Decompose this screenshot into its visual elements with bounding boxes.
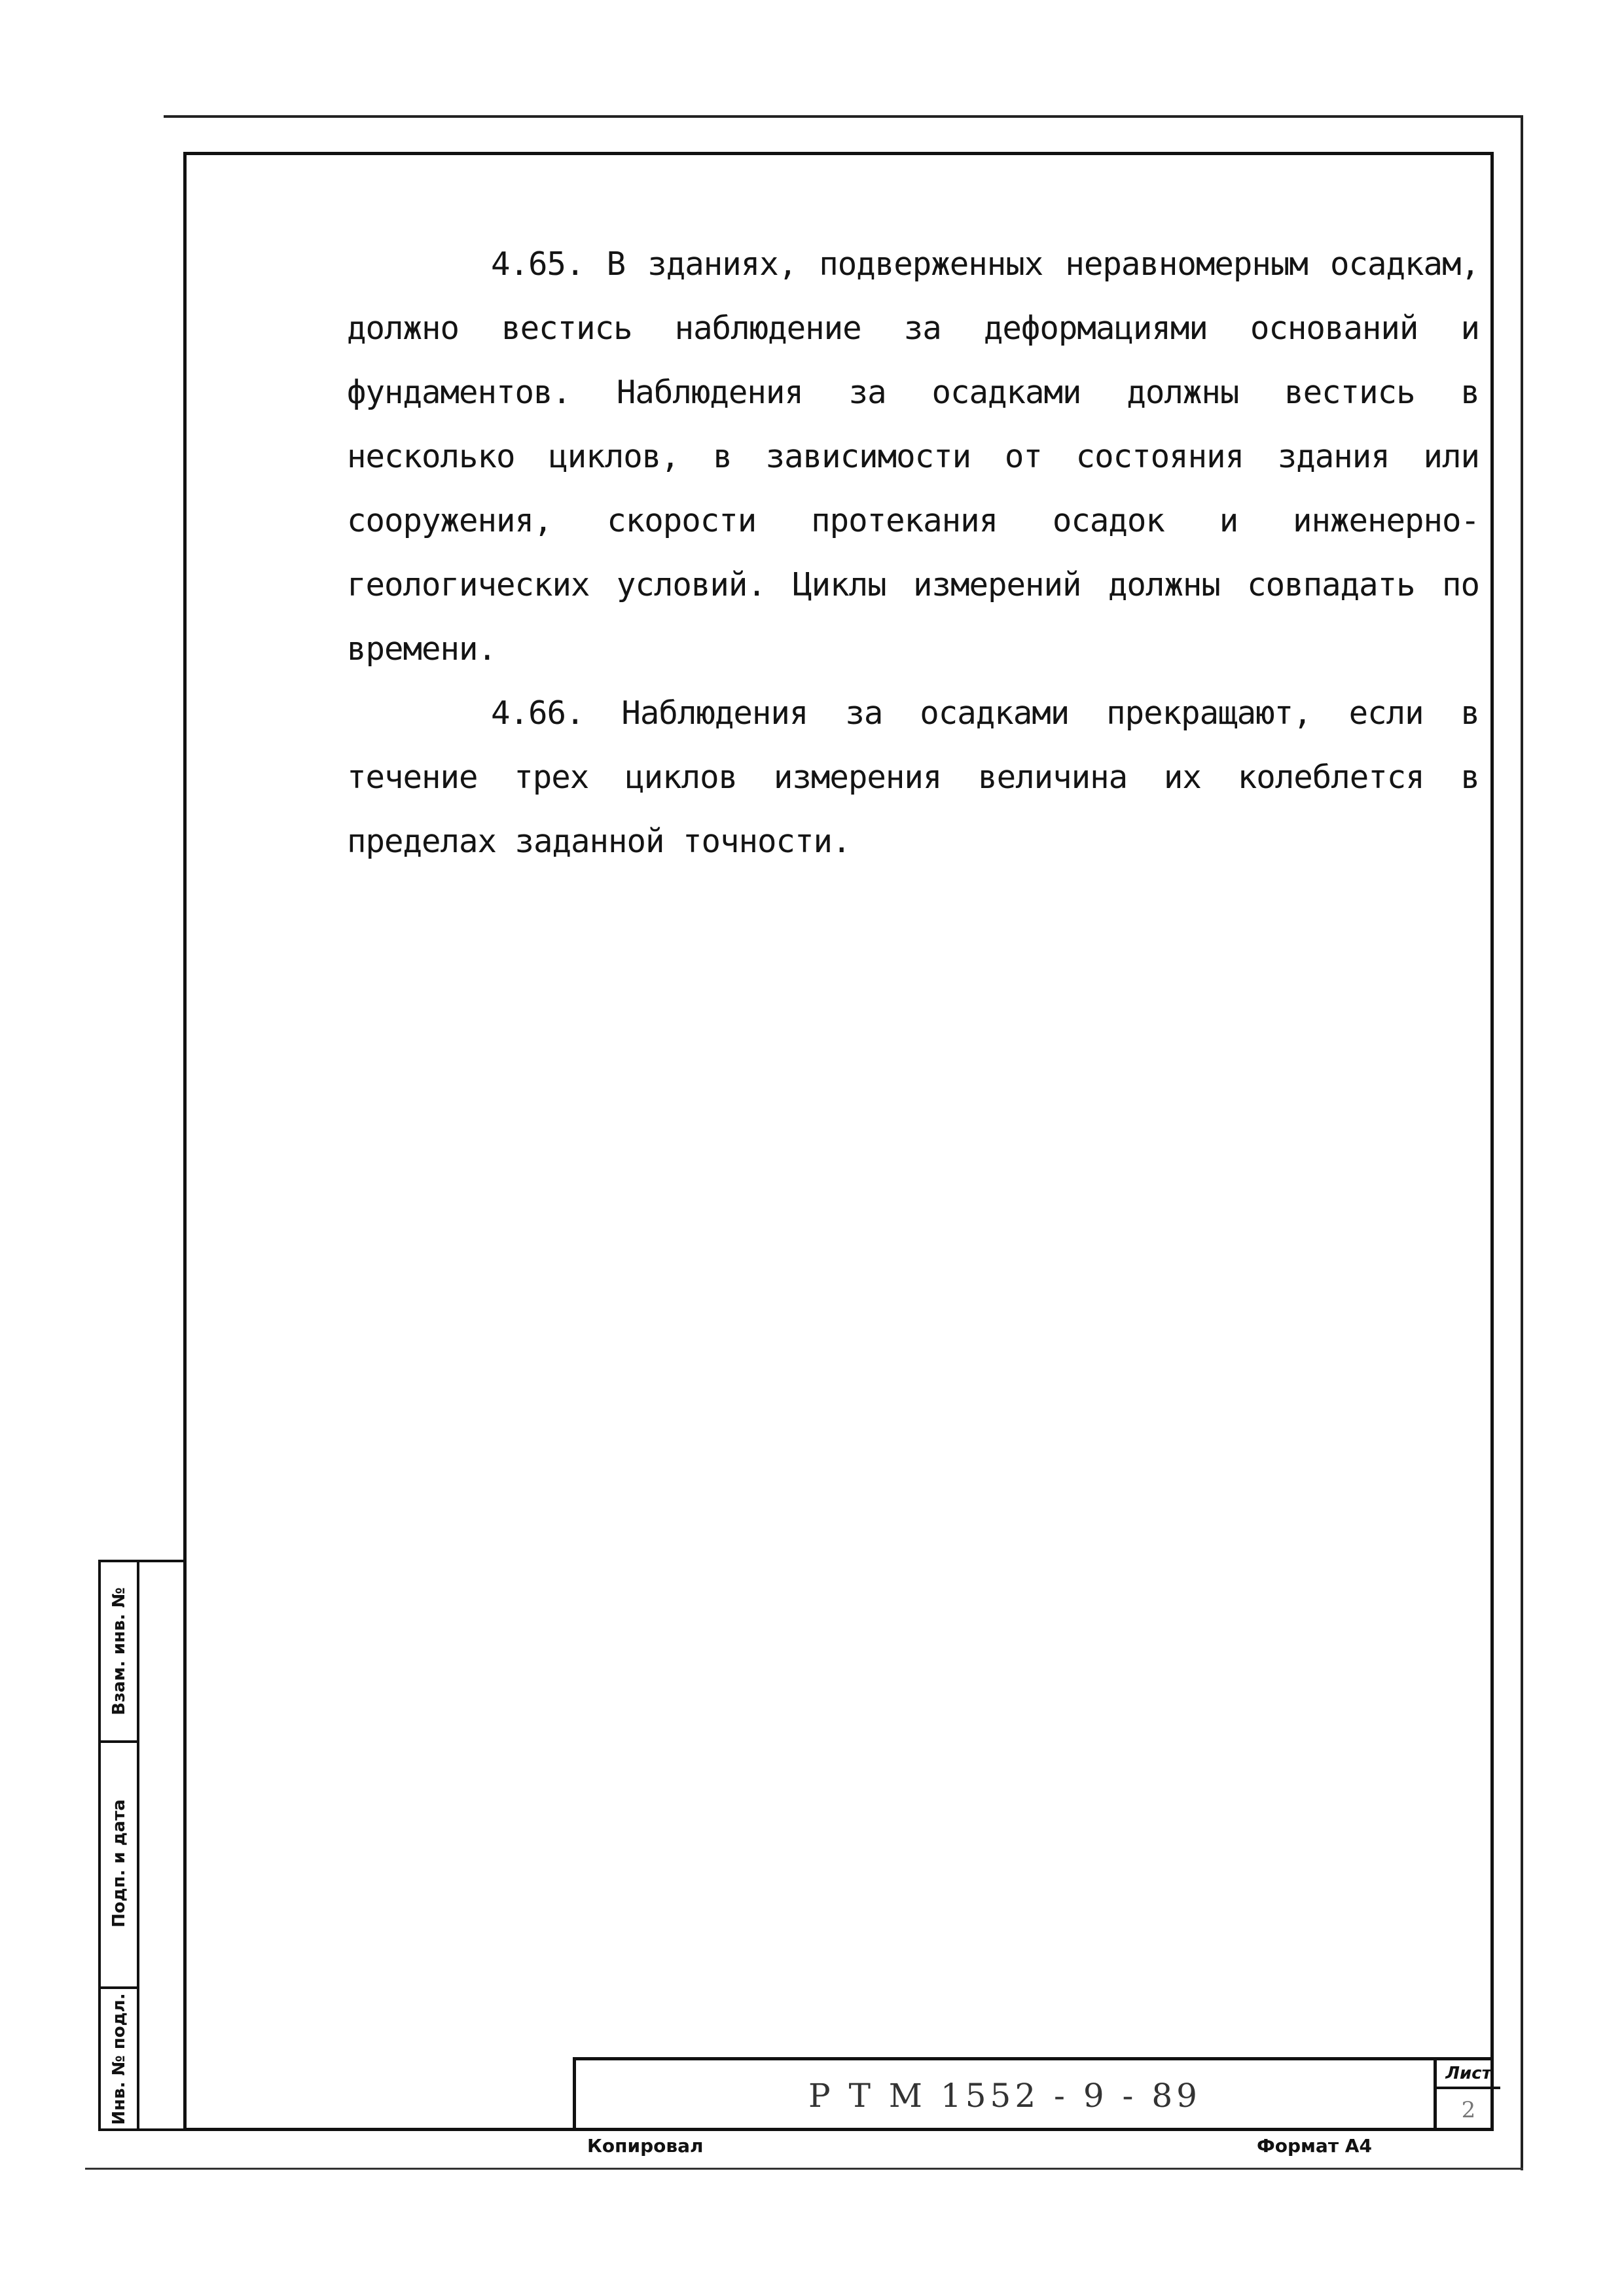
- document-code: Р Т М 1552 - 9 - 89: [808, 2077, 1201, 2115]
- stamp-cell-replacement-inv: [101, 1562, 137, 1743]
- page-bottom-rule: [85, 2168, 1523, 2170]
- stamp-cell-signature-date: [101, 1740, 137, 1989]
- page-right-rule: [1521, 115, 1523, 2170]
- page-top-rule: [164, 115, 1523, 118]
- paragraph-4-65: 4.65. В зданиях, подверженных неравномерным осадкам, должно вестись наблюдение за деформациями оснований и фундаментов. Наблюдения за осадками должны вестись в несколько циклов, в зависимости от состояния здания или сооружения, скорости протекания осадок и инженерно-геологических условий. Циклы измерений должны совпадать по времени.: [347, 245, 1479, 668]
- side-stamp-column: [98, 1560, 185, 2131]
- stamp-label-replacement-inv: Взам. инв. №: [109, 1587, 129, 1715]
- stamp-cell-original-inv: [101, 1986, 137, 2131]
- stamp-label-original-inv: Инв. № подл.: [109, 1992, 129, 2125]
- document-body: [347, 232, 1479, 874]
- stamp-divider: [137, 1562, 139, 2128]
- sheet-cell: [1434, 2060, 1500, 2131]
- sheet-label: Лист: [1437, 2060, 1500, 2089]
- paragraph-4-66: 4.66. Наблюдения за осадками прекращают, если в течение трех циклов измерения величина их колеблется в пределах заданной точности.: [347, 694, 1479, 860]
- format-caption: Формат А4: [1257, 2135, 1372, 2157]
- title-block: [573, 2057, 1494, 2131]
- sheet-number: 2: [1461, 2097, 1476, 2123]
- copied-by-caption: Копировал: [587, 2135, 704, 2157]
- stamp-label-signature-date: Подп. и дата: [109, 1799, 129, 1928]
